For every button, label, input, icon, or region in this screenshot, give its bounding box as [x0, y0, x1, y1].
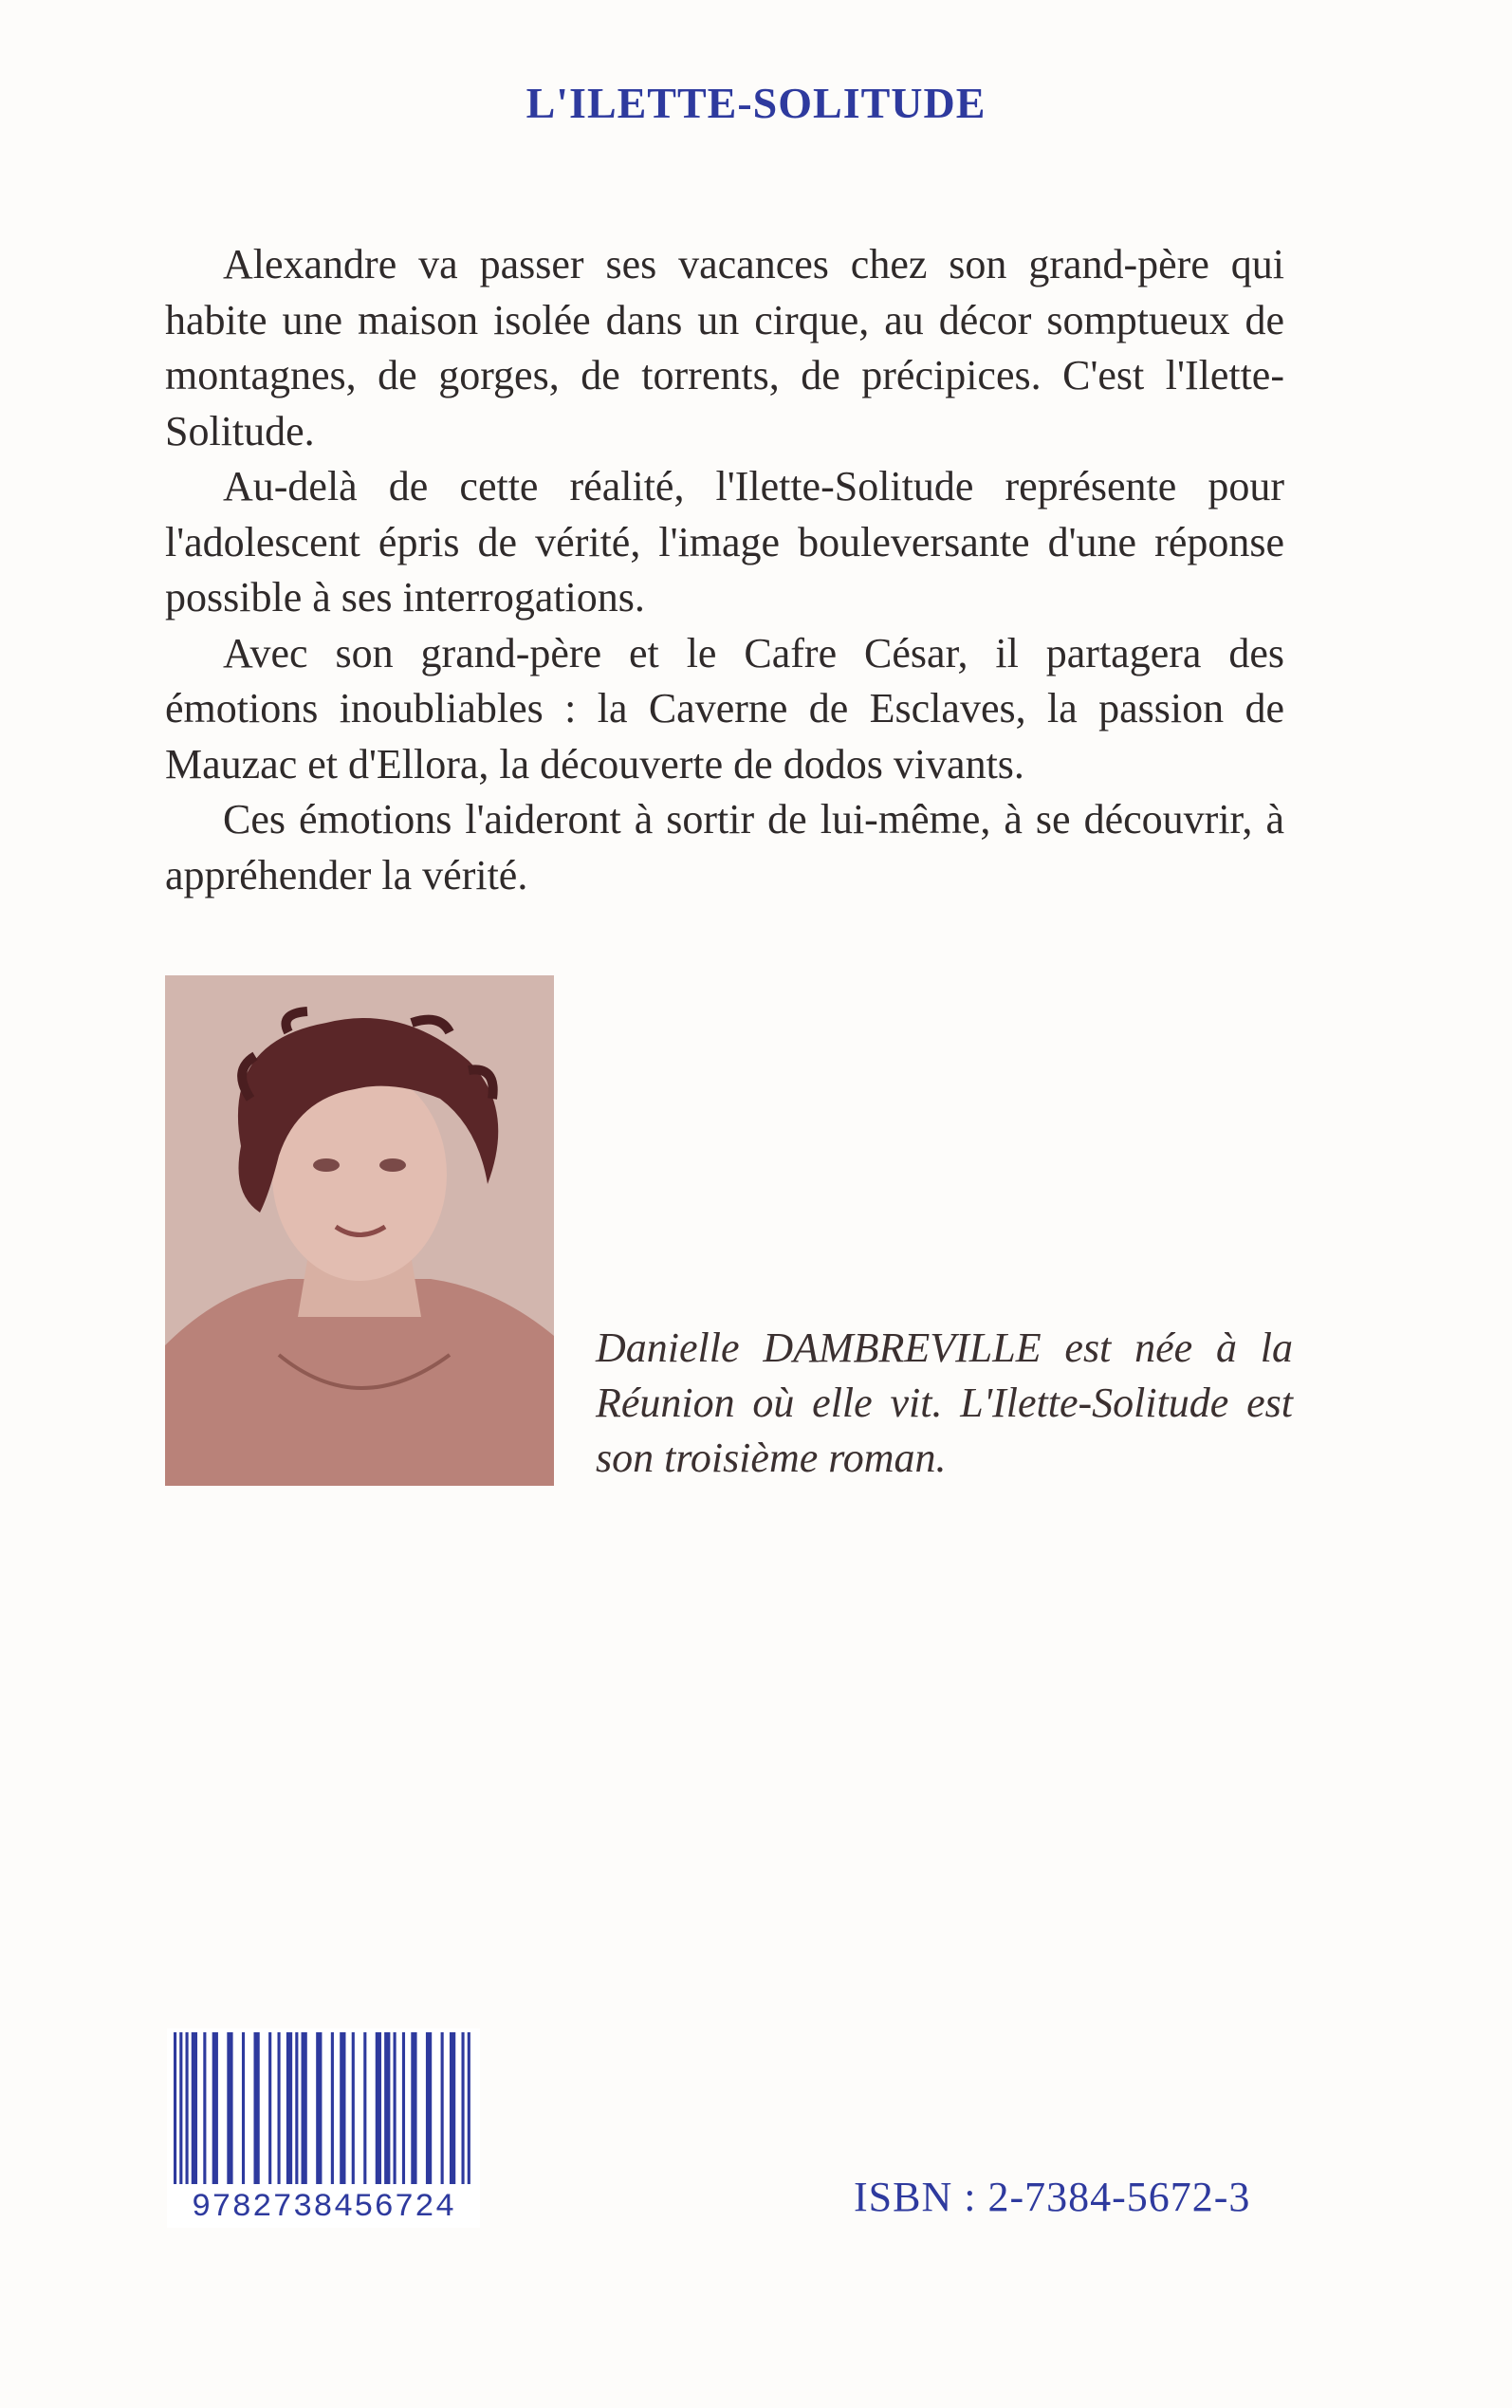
barcode-bars [167, 2028, 480, 2190]
blurb-paragraph: Au-delà de cette réalité, l'Ilette-Solitude représente pour l'adolescent épris de vérité, l'image bouleversante d'une réponse possible à ses interrogations. [165, 463, 1284, 621]
barcode-bar [242, 2032, 245, 2184]
barcode-bar [268, 2032, 271, 2184]
back-cover-blurb [165, 237, 1284, 903]
barcode-bar [286, 2032, 292, 2184]
isbn-number: ISBN : 2-7384-5672-3 [854, 2174, 1251, 2220]
barcode-bar [411, 2032, 416, 2184]
barcode-bar [227, 2032, 232, 2184]
barcode-bar [402, 2032, 405, 2184]
barcode-bar [363, 2032, 366, 2184]
barcode-bar [192, 2032, 197, 2184]
author-bio [596, 1321, 1293, 1486]
barcode-bar [302, 2032, 307, 2184]
barcode-bar [212, 2032, 218, 2184]
barcode-bar [461, 2032, 464, 2184]
barcode-bar [253, 2032, 259, 2184]
barcode-bar [340, 2032, 345, 2184]
barcode-bar [316, 2032, 322, 2184]
barcode-bar [179, 2032, 182, 2184]
barcode-bar [394, 2032, 396, 2184]
book-title: L'ILETTE-SOLITUDE [526, 79, 986, 127]
barcode-bar [352, 2032, 355, 2184]
blurb-paragraph: Avec son grand-père et le Cafre César, il partagera des émotions inoubliables : la Caverne de Esclaves, la passion de Mauzac et d'Ellora, la découverte de dodos vivants. [165, 629, 1284, 787]
barcode-bar [186, 2032, 189, 2184]
barcode-digits: 9782738456724 [191, 2190, 456, 2226]
author-bio-text: Danielle DAMBREVILLE est née à la Réunion où elle vit. L'Ilette-Solitude est son troisième roman. [596, 1324, 1293, 1481]
blurb-paragraph: Ces émotions l'aideront à sortir de lui-même, à se découvrir, à appréhender la vérité. [165, 796, 1284, 898]
barcode-bar [376, 2032, 381, 2184]
barcode-bar [203, 2032, 206, 2184]
barcode-bar [426, 2032, 432, 2184]
barcode-bar [468, 2032, 470, 2184]
blurb-paragraph: Alexandre va passer ses vacances chez son grand-père qui habite une maison isolée dans un cirque, au décor somptueux de montagnes, de gorges, de torrents, de précipices. C'est l'Ilette-Solitude. [165, 241, 1284, 454]
barcode-bar [295, 2032, 298, 2184]
barcode-bar [331, 2032, 334, 2184]
barcode [167, 2028, 480, 2228]
barcode-bar [384, 2032, 390, 2184]
author-portrait-image [165, 975, 554, 1486]
barcode-bar [450, 2032, 455, 2184]
barcode-bar [441, 2032, 444, 2184]
author-photo [165, 975, 554, 1486]
barcode-bar [278, 2032, 281, 2184]
barcode-bar [174, 2032, 176, 2184]
